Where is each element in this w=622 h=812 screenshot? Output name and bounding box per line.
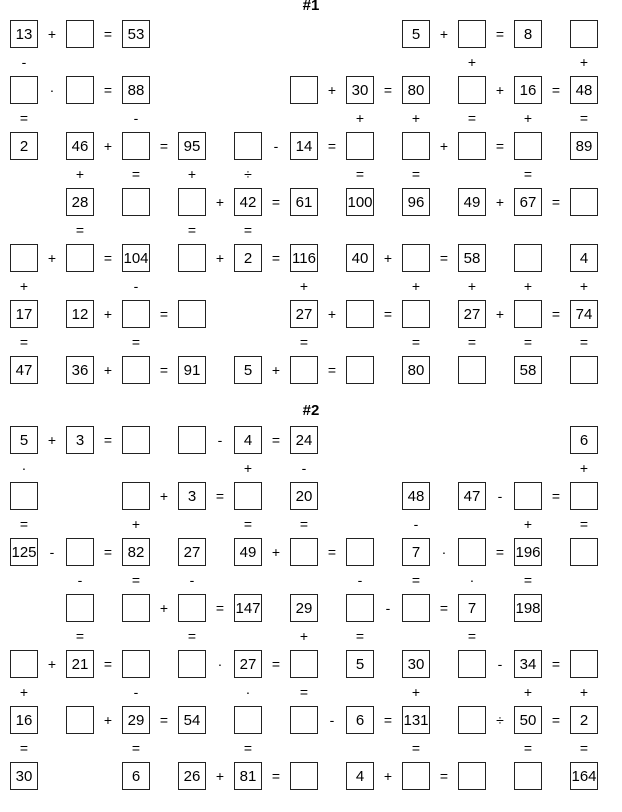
operator: + — [355, 110, 365, 126]
operator: + — [523, 110, 533, 126]
number-cell: 49 — [234, 538, 262, 566]
operator: = — [551, 306, 561, 322]
number-cell: 131 — [402, 706, 430, 734]
operator: = — [551, 82, 561, 98]
number-cell: 21 — [66, 650, 94, 678]
number-cell: 34 — [514, 650, 542, 678]
operator: + — [467, 54, 477, 70]
operator: = — [327, 138, 337, 154]
operator: = — [19, 516, 29, 532]
operator: + — [495, 82, 505, 98]
empty-answer-cell[interactable] — [290, 706, 318, 734]
operator: + — [215, 768, 225, 784]
empty-answer-cell[interactable] — [290, 650, 318, 678]
operator: = — [355, 166, 365, 182]
empty-answer-cell[interactable] — [514, 300, 542, 328]
operator: + — [47, 250, 57, 266]
operator: · — [49, 82, 55, 98]
number-cell: 16 — [514, 76, 542, 104]
empty-answer-cell[interactable] — [458, 356, 486, 384]
number-cell: 54 — [178, 706, 206, 734]
number-cell: 82 — [122, 538, 150, 566]
number-cell: 164 — [570, 762, 598, 790]
operator: + — [411, 684, 421, 700]
empty-answer-cell[interactable] — [66, 244, 94, 272]
operator: + — [467, 278, 477, 294]
number-cell: 27 — [290, 300, 318, 328]
number-cell: 26 — [178, 762, 206, 790]
number-cell: 30 — [402, 650, 430, 678]
number-cell: 46 — [66, 132, 94, 160]
operator: + — [327, 82, 337, 98]
empty-answer-cell[interactable] — [178, 300, 206, 328]
number-cell: 89 — [570, 132, 598, 160]
number-cell: 91 — [178, 356, 206, 384]
empty-answer-cell[interactable] — [570, 20, 598, 48]
operator: = — [271, 768, 281, 784]
puzzle-1-grid — [10, 20, 598, 384]
operator: + — [495, 194, 505, 210]
number-cell: 48 — [570, 76, 598, 104]
empty-answer-cell[interactable] — [402, 594, 430, 622]
operator: = — [159, 306, 169, 322]
operator: + — [271, 362, 281, 378]
number-cell: 12 — [66, 300, 94, 328]
number-cell: 125 — [10, 538, 38, 566]
operator: = — [19, 740, 29, 756]
operator: + — [579, 54, 589, 70]
puzzle-2-grid — [10, 426, 598, 790]
operator: + — [411, 278, 421, 294]
operator: + — [103, 138, 113, 154]
empty-answer-cell[interactable] — [458, 706, 486, 734]
operator: + — [103, 712, 113, 728]
operator: + — [103, 306, 113, 322]
operator: = — [411, 572, 421, 588]
empty-answer-cell[interactable] — [570, 188, 598, 216]
number-cell: 5 — [346, 650, 374, 678]
number-cell: 2 — [234, 244, 262, 272]
operator: + — [47, 656, 57, 672]
empty-answer-cell[interactable] — [290, 356, 318, 384]
number-cell: 95 — [178, 132, 206, 160]
operator: + — [215, 194, 225, 210]
empty-answer-cell[interactable] — [346, 356, 374, 384]
empty-answer-cell[interactable] — [122, 426, 150, 454]
operator: = — [215, 600, 225, 616]
operator: = — [243, 740, 253, 756]
operator: = — [299, 334, 309, 350]
number-cell: 13 — [10, 20, 38, 48]
empty-answer-cell[interactable] — [66, 706, 94, 734]
number-cell: 7 — [402, 538, 430, 566]
operator: = — [467, 334, 477, 350]
operator: = — [411, 334, 421, 350]
operator: = — [467, 628, 477, 644]
empty-answer-cell[interactable] — [122, 300, 150, 328]
number-cell: 27 — [458, 300, 486, 328]
operator: = — [131, 334, 141, 350]
operator: + — [47, 26, 57, 42]
operator: = — [523, 166, 533, 182]
operator: = — [579, 740, 589, 756]
empty-answer-cell[interactable] — [570, 538, 598, 566]
operator: - — [133, 278, 139, 294]
operator: + — [383, 250, 393, 266]
number-cell: 2 — [570, 706, 598, 734]
puzzle-2-title: #2 — [302, 402, 320, 419]
empty-answer-cell[interactable] — [458, 650, 486, 678]
number-cell: 147 — [234, 594, 262, 622]
empty-answer-cell[interactable] — [122, 188, 150, 216]
operator: = — [103, 250, 113, 266]
number-cell: 47 — [10, 356, 38, 384]
number-cell: 196 — [514, 538, 542, 566]
number-cell: 30 — [10, 762, 38, 790]
operator: = — [523, 572, 533, 588]
number-cell: 6 — [570, 426, 598, 454]
empty-answer-cell[interactable] — [66, 594, 94, 622]
empty-answer-cell[interactable] — [514, 762, 542, 790]
operator: = — [439, 250, 449, 266]
number-cell: 29 — [122, 706, 150, 734]
operator: + — [187, 166, 197, 182]
operator: = — [271, 432, 281, 448]
operator: ÷ — [244, 166, 252, 182]
number-cell: 27 — [234, 650, 262, 678]
number-cell: 20 — [290, 482, 318, 510]
operator: + — [131, 516, 141, 532]
operator: = — [383, 82, 393, 98]
operator: + — [439, 26, 449, 42]
empty-answer-cell[interactable] — [514, 132, 542, 160]
number-cell: 3 — [178, 482, 206, 510]
operator: · — [217, 656, 223, 672]
number-cell: 6 — [122, 762, 150, 790]
number-cell: 16 — [10, 706, 38, 734]
empty-answer-cell[interactable] — [122, 132, 150, 160]
empty-answer-cell[interactable] — [402, 300, 430, 328]
number-cell: 53 — [122, 20, 150, 48]
empty-answer-cell[interactable] — [122, 482, 150, 510]
operator: = — [495, 138, 505, 154]
operator: = — [551, 488, 561, 504]
number-cell: 47 — [458, 482, 486, 510]
empty-answer-cell[interactable] — [234, 132, 262, 160]
number-cell: 3 — [66, 426, 94, 454]
operator: + — [215, 250, 225, 266]
operator: - — [357, 572, 363, 588]
empty-answer-cell[interactable] — [234, 706, 262, 734]
number-cell: 42 — [234, 188, 262, 216]
empty-answer-cell[interactable] — [346, 538, 374, 566]
operator: = — [439, 600, 449, 616]
operator: + — [299, 278, 309, 294]
empty-answer-cell[interactable] — [122, 356, 150, 384]
operator: - — [301, 460, 307, 476]
empty-answer-cell[interactable] — [178, 594, 206, 622]
operator: = — [467, 110, 477, 126]
number-cell: 4 — [570, 244, 598, 272]
empty-answer-cell[interactable] — [458, 76, 486, 104]
operator: = — [131, 740, 141, 756]
operator: · — [21, 460, 27, 476]
number-cell: 4 — [234, 426, 262, 454]
number-cell: 49 — [458, 188, 486, 216]
number-cell: 50 — [514, 706, 542, 734]
number-cell: 61 — [290, 188, 318, 216]
operator: = — [411, 166, 421, 182]
operator: = — [439, 768, 449, 784]
operator: - — [217, 432, 223, 448]
number-cell: 96 — [402, 188, 430, 216]
operator: - — [133, 684, 139, 700]
operator: + — [75, 166, 85, 182]
operator: = — [131, 572, 141, 588]
empty-answer-cell[interactable] — [122, 650, 150, 678]
operator: = — [383, 306, 393, 322]
empty-answer-cell[interactable] — [178, 244, 206, 272]
operator: = — [299, 516, 309, 532]
empty-answer-cell[interactable] — [10, 482, 38, 510]
empty-answer-cell[interactable] — [346, 594, 374, 622]
empty-answer-cell[interactable] — [178, 650, 206, 678]
operator: = — [103, 82, 113, 98]
operator: = — [523, 740, 533, 756]
number-cell: 8 — [514, 20, 542, 48]
operator: - — [273, 138, 279, 154]
operator: = — [187, 628, 197, 644]
empty-answer-cell[interactable] — [10, 244, 38, 272]
operator: = — [271, 250, 281, 266]
operator: + — [579, 460, 589, 476]
empty-answer-cell[interactable] — [346, 132, 374, 160]
operator: = — [271, 194, 281, 210]
operator: - — [21, 54, 27, 70]
number-cell: 48 — [402, 482, 430, 510]
number-cell: 116 — [290, 244, 318, 272]
operator: + — [159, 488, 169, 504]
empty-answer-cell[interactable] — [178, 426, 206, 454]
operator: = — [19, 110, 29, 126]
operator: = — [327, 544, 337, 560]
operator: = — [579, 334, 589, 350]
number-cell: 27 — [178, 538, 206, 566]
operator: · — [245, 684, 251, 700]
number-cell: 74 — [570, 300, 598, 328]
operator: - — [329, 712, 335, 728]
operator: = — [243, 222, 253, 238]
operator: - — [497, 488, 503, 504]
operator: - — [385, 600, 391, 616]
number-cell: 58 — [458, 244, 486, 272]
operator: = — [243, 516, 253, 532]
puzzle-1-title: #1 — [302, 0, 320, 14]
number-cell: 36 — [66, 356, 94, 384]
operator: = — [159, 712, 169, 728]
operator: = — [103, 432, 113, 448]
operator: + — [19, 278, 29, 294]
operator: = — [495, 26, 505, 42]
empty-answer-cell[interactable] — [514, 482, 542, 510]
operator: = — [551, 194, 561, 210]
operator: = — [131, 166, 141, 182]
empty-answer-cell[interactable] — [290, 76, 318, 104]
operator: = — [299, 684, 309, 700]
number-cell: 104 — [122, 244, 150, 272]
operator: + — [495, 306, 505, 322]
number-cell: 28 — [66, 188, 94, 216]
number-cell: 67 — [514, 188, 542, 216]
operator: - — [189, 572, 195, 588]
empty-answer-cell[interactable] — [178, 188, 206, 216]
operator: · — [469, 572, 475, 588]
empty-answer-cell[interactable] — [458, 538, 486, 566]
operator: + — [327, 306, 337, 322]
number-cell: 6 — [346, 706, 374, 734]
operator: = — [19, 334, 29, 350]
empty-answer-cell[interactable] — [66, 538, 94, 566]
operator: = — [579, 516, 589, 532]
operator: + — [47, 432, 57, 448]
operator: + — [271, 544, 281, 560]
operator: = — [551, 712, 561, 728]
operator: = — [383, 712, 393, 728]
operator: = — [355, 628, 365, 644]
operator: = — [159, 362, 169, 378]
operator: = — [495, 544, 505, 560]
number-cell: 5 — [10, 426, 38, 454]
number-cell: 198 — [514, 594, 542, 622]
empty-answer-cell[interactable] — [66, 76, 94, 104]
operator: - — [133, 110, 139, 126]
operator: · — [441, 544, 447, 560]
operator: + — [523, 278, 533, 294]
empty-answer-cell[interactable] — [122, 594, 150, 622]
empty-answer-cell[interactable] — [402, 132, 430, 160]
operator: - — [77, 572, 83, 588]
number-cell: 17 — [10, 300, 38, 328]
empty-answer-cell[interactable] — [66, 20, 94, 48]
empty-answer-cell[interactable] — [458, 762, 486, 790]
operator: + — [523, 516, 533, 532]
operator: = — [411, 740, 421, 756]
number-cell: 24 — [290, 426, 318, 454]
number-cell: 14 — [290, 132, 318, 160]
operator: + — [299, 628, 309, 644]
operator: = — [327, 362, 337, 378]
number-cell: 88 — [122, 76, 150, 104]
operator: = — [271, 656, 281, 672]
number-cell: 4 — [346, 762, 374, 790]
empty-answer-cell[interactable] — [346, 300, 374, 328]
operator: + — [439, 138, 449, 154]
empty-answer-cell[interactable] — [10, 650, 38, 678]
number-cell: 29 — [290, 594, 318, 622]
operator: = — [75, 628, 85, 644]
operator: ÷ — [496, 712, 504, 728]
empty-answer-cell[interactable] — [234, 482, 262, 510]
empty-answer-cell[interactable] — [402, 244, 430, 272]
empty-answer-cell[interactable] — [570, 650, 598, 678]
empty-answer-cell[interactable] — [458, 20, 486, 48]
operator: + — [411, 110, 421, 126]
empty-answer-cell[interactable] — [514, 244, 542, 272]
number-cell: 5 — [234, 356, 262, 384]
operator: = — [579, 110, 589, 126]
number-cell: 58 — [514, 356, 542, 384]
number-cell: 30 — [346, 76, 374, 104]
operator: + — [579, 278, 589, 294]
number-cell: 100 — [346, 188, 374, 216]
operator: = — [103, 656, 113, 672]
empty-answer-cell[interactable] — [290, 762, 318, 790]
operator: + — [523, 684, 533, 700]
number-cell: 40 — [346, 244, 374, 272]
empty-answer-cell[interactable] — [10, 76, 38, 104]
number-cell: 80 — [402, 356, 430, 384]
number-cell: 2 — [10, 132, 38, 160]
empty-answer-cell[interactable] — [458, 132, 486, 160]
number-cell: 5 — [402, 20, 430, 48]
operator: - — [49, 544, 55, 560]
operator: + — [103, 362, 113, 378]
operator: - — [497, 656, 503, 672]
number-cell: 7 — [458, 594, 486, 622]
empty-answer-cell[interactable] — [402, 762, 430, 790]
operator: + — [579, 684, 589, 700]
empty-answer-cell[interactable] — [570, 356, 598, 384]
number-cell: 80 — [402, 76, 430, 104]
operator: = — [215, 488, 225, 504]
operator: = — [103, 544, 113, 560]
empty-answer-cell[interactable] — [570, 482, 598, 510]
operator: = — [159, 138, 169, 154]
operator: + — [159, 600, 169, 616]
operator: = — [75, 222, 85, 238]
operator: + — [243, 460, 253, 476]
operator: = — [523, 334, 533, 350]
operator: + — [19, 684, 29, 700]
operator: = — [187, 222, 197, 238]
operator: = — [103, 26, 113, 42]
operator: = — [551, 656, 561, 672]
operator: + — [383, 768, 393, 784]
number-cell: 81 — [234, 762, 262, 790]
empty-answer-cell[interactable] — [290, 538, 318, 566]
operator: - — [413, 516, 419, 532]
